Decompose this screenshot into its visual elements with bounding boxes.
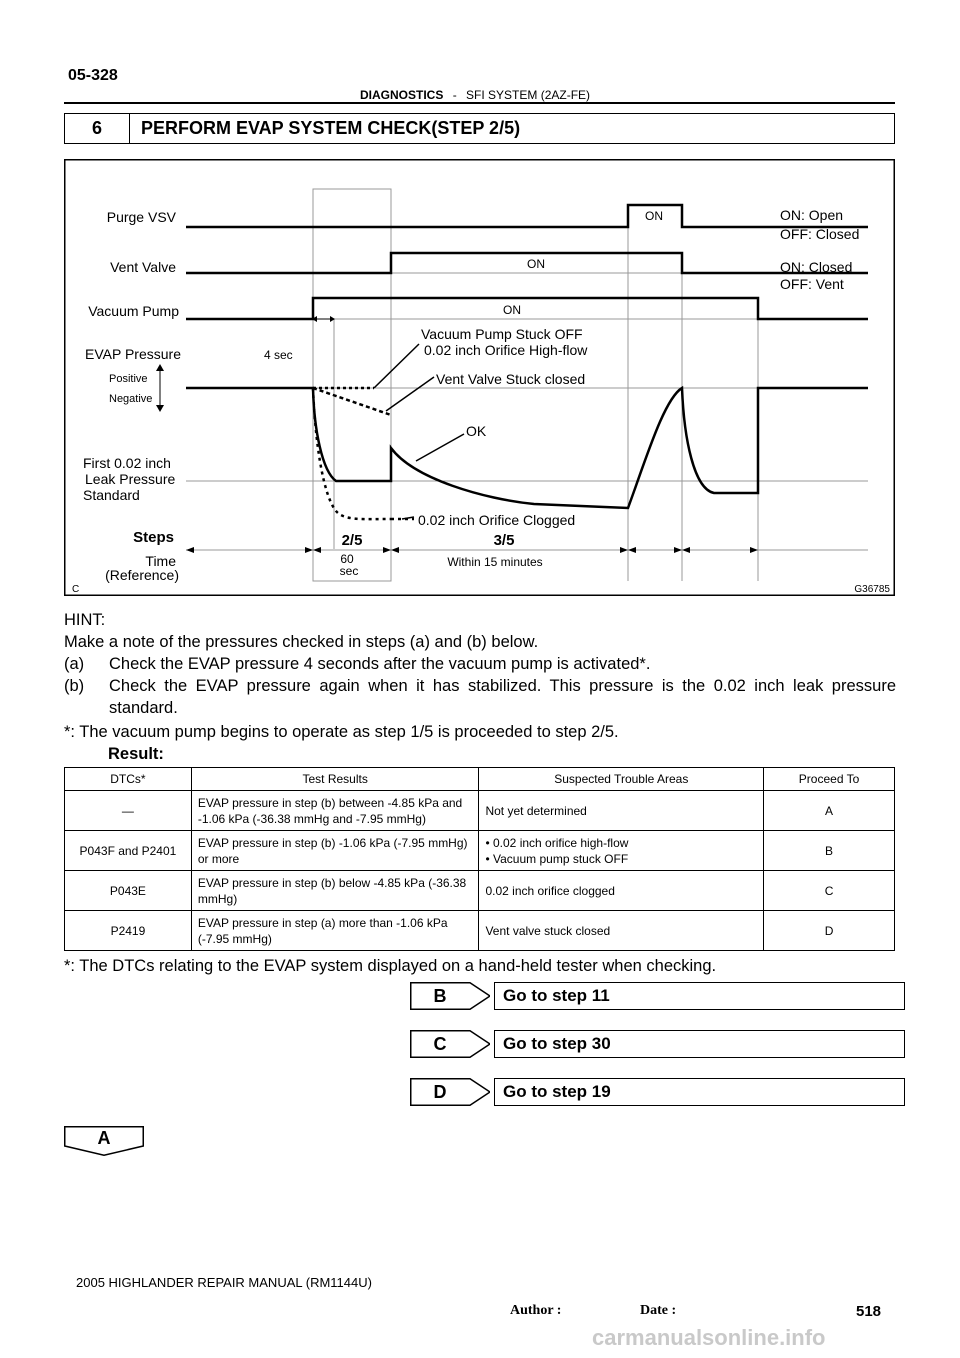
page-number: 518 [856, 1303, 882, 1320]
four-sec-label: 4 sec [264, 348, 293, 362]
goto-text: Go to step 11 [494, 982, 905, 1010]
label-c: C [72, 584, 80, 595]
cell-proceed: A [764, 791, 895, 831]
hint-note: Make a note of the pressures checked in steps (a) and (b) below. [64, 633, 539, 651]
step-a-text: Check the EVAP pressure 4 seconds after the vacuum pump is activated*. [109, 655, 651, 673]
author-label: Author : [510, 1303, 562, 1318]
cell-dtc: P2419 [65, 911, 192, 951]
cell-proceed: B [764, 831, 895, 871]
result-table [64, 767, 895, 951]
cell-dtc: P043F and P2401 [65, 831, 192, 871]
cell-test: EVAP pressure in step (b) below -4.85 kPa (-36.38 mmHg) [191, 871, 479, 911]
goto-letter: C [433, 1034, 447, 1054]
table-row [65, 871, 895, 911]
vent-on-label: ON [527, 257, 545, 271]
proceed-a-tab[interactable] [64, 1126, 144, 1156]
orifice-clogged-label: 0.02 inch Orifice Clogged [418, 512, 576, 528]
step-a-label: (a) [64, 655, 85, 673]
label-first-leak-2: Leak Pressure [85, 471, 176, 487]
result-label: Result: [108, 745, 164, 763]
area-line: Not yet determined [485, 803, 587, 818]
vent-stuck-closed-label: Vent Valve Stuck closed [436, 371, 586, 387]
label-reference: (Reference) [105, 567, 179, 583]
step-2-5-label: 2/5 [341, 532, 363, 549]
goto-letter: B [433, 986, 447, 1006]
cell-test: EVAP pressure in step (b) between -4.85 kPa and -1.06 kPa (-36.38 mmHg and -7.95 mmHg) [191, 791, 479, 831]
step-b-label: (b) [64, 677, 85, 695]
a-tab-letter: A [97, 1128, 111, 1148]
label-positive: Positive [109, 373, 148, 385]
label-vent-valve: Vent Valve [110, 259, 176, 275]
sixty-label: 60 [340, 552, 354, 566]
sec-label: sec [339, 564, 359, 578]
table-row [65, 831, 895, 871]
col-header-dtc: DTCs* [65, 768, 192, 791]
cell-dtc: — [65, 791, 192, 831]
vent-off-vent: OFF: Vent [780, 276, 844, 292]
footnote-dtc: *: The DTCs relating to the EVAP system displayed on a hand-held tester when checking. [64, 957, 717, 975]
step-heading [64, 113, 895, 144]
subsection-title: SFI SYSTEM (2AZ-FE) [466, 88, 591, 102]
cell-area [479, 871, 764, 911]
hint-label: HINT: [64, 611, 106, 629]
area-line: • 0.02 inch orifice high-flow [485, 835, 629, 850]
col-header-test: Test Results [191, 768, 479, 791]
purge-off-closed: OFF: Closed [780, 226, 860, 242]
timing-diagram [64, 159, 895, 596]
table-row [65, 791, 895, 831]
header-rule [64, 102, 895, 104]
footnote-pump: *: The vacuum pump begins to operate as step 1/5 is proceeded to step 2/5. [64, 723, 619, 741]
purge-on-label: ON [645, 209, 663, 223]
label-negative: Negative [109, 393, 153, 405]
within-15-label: Within 15 minutes [447, 555, 543, 569]
page-code: 05-328 [68, 67, 118, 84]
label-time: Time [145, 553, 176, 569]
ok-label: OK [466, 423, 487, 439]
vent-on-closed: ON: Closed [780, 259, 853, 275]
cell-test: EVAP pressure in step (b) -1.06 kPa (-7.95 mmHg) or more [191, 831, 479, 871]
label-steps: Steps [133, 529, 174, 546]
cell-proceed: C [764, 871, 895, 911]
cell-dtc: P043E [65, 871, 192, 911]
step-title: PERFORM EVAP SYSTEM CHECK(STEP 2/5) [141, 118, 521, 138]
cell-test: EVAP pressure in step (a) more than -1.06 kPa (-7.95 mmHg) [191, 911, 479, 951]
label-evap-pressure: EVAP Pressure [85, 346, 181, 362]
goto-text: Go to step 19 [494, 1078, 905, 1106]
cell-area [479, 831, 764, 871]
orifice-high-flow-label: 0.02 inch Orifice High-flow [424, 342, 588, 358]
goto-letter: D [433, 1082, 447, 1102]
table-header-row [65, 768, 895, 791]
table-row [65, 911, 895, 951]
goto-text: Go to step 30 [494, 1030, 905, 1058]
label-vacuum-pump: Vacuum Pump [88, 303, 179, 319]
watermark: carmanualsonline.info [592, 1325, 826, 1350]
cell-proceed: D [764, 911, 895, 951]
label-first-leak-3: Standard [83, 487, 140, 503]
area-line: Vent valve stuck closed [485, 923, 611, 938]
date-label: Date : [640, 1303, 677, 1318]
cell-area [479, 791, 764, 831]
pump-stuck-off-label: Vacuum Pump Stuck OFF [421, 326, 583, 342]
header-dash: - [452, 88, 457, 102]
step-number: 6 [65, 114, 130, 143]
col-header-area: Suspected Trouble Areas [479, 768, 764, 791]
section-title: DIAGNOSTICS [360, 88, 444, 102]
manual-footer: 2005 HIGHLANDER REPAIR MANUAL (RM1144U) [76, 1275, 372, 1290]
step-3-5-label: 3/5 [493, 532, 515, 549]
running-header [360, 88, 590, 102]
purge-on-open: ON: Open [780, 207, 844, 223]
area-line: 0.02 inch orifice clogged [485, 883, 615, 898]
label-first-leak-1: First 0.02 inch [83, 455, 171, 471]
figure-code: G36785 [854, 584, 890, 595]
step-b-text: Check the EVAP pressure again when it has stabilized. This pressure is the 0.02 inch leak pressure standard. [109, 677, 896, 717]
cell-area [479, 911, 764, 951]
col-header-proceed: Proceed To [764, 768, 895, 791]
label-purge-vsv: Purge VSV [106, 209, 176, 225]
area-line: • Vacuum pump stuck OFF [485, 851, 629, 866]
pump-on-label: ON [503, 303, 521, 317]
